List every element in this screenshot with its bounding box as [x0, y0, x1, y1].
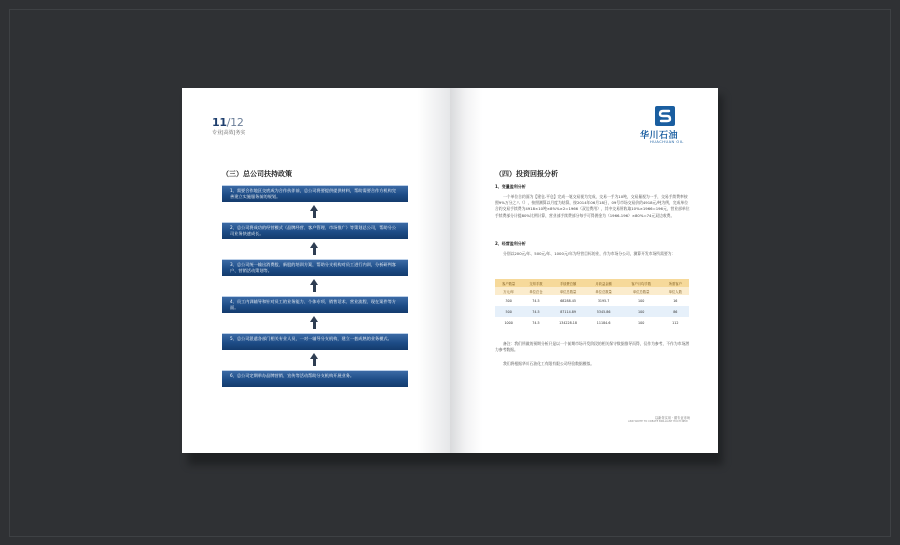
- table-cell: 87114.89: [550, 306, 587, 317]
- table-cell: 16: [662, 295, 689, 306]
- table-cell: 100: [621, 295, 662, 306]
- flow-step-4: 4、员工内训辅导和针对员工的业务能力、个体专项、销售话术、营业流程、现在案件等方面。: [222, 296, 408, 313]
- table-cell: 100: [621, 306, 662, 317]
- up-arrow-icon: [222, 350, 408, 370]
- section-title-support: （三）总公司扶持政策: [222, 170, 292, 178]
- left-page: [182, 88, 450, 453]
- table-cell: 3195.7: [587, 295, 621, 306]
- section-title-roi: （四）投资回报分析: [495, 170, 558, 178]
- table-cell: 11184.6: [587, 317, 621, 328]
- subsection-text-1: 一个单位合约面为【建仓-平仓】完成一笔交易视为完成，交易一手为10吨，交易量视为一手，交易手续费率按照9%万分之八（），按照测算以月度为结算，按2014年06月18日，09号市场交易价约4918元/吨为例，完成单位合约交易手续费为4918×10吨×8%%×2=1966（双边费用），其中交易所收取10%×1966=196元，营业部单位手续费部分计提80%比例计算，营业部手续费部分每手可得佣金为（1966-196）×80%=74元双边收费。: [495, 194, 690, 218]
- footer-slogan-cn: 以新务实用 · 做专业市场: [655, 416, 690, 420]
- table-cell: 74.5: [522, 317, 549, 328]
- table-cell: 5345.86: [587, 306, 621, 317]
- subsection-title-1: 1、变量盈利分析: [495, 184, 526, 189]
- table-header-row: [495, 279, 689, 287]
- right-page: [450, 88, 718, 453]
- support-flowchart: [222, 185, 408, 387]
- table-row: [495, 295, 689, 306]
- up-arrow-icon: [222, 239, 408, 259]
- subsection-title-2: 2、经营盈利分析: [495, 241, 526, 246]
- table-header-cell: 所需客户: [662, 279, 689, 287]
- table-note: 备注：我们所做的预期分析只是以一个前期市场开发阶段的相关保守数据推导而得，仅作为参考，不作为市场潜力参考数据。: [495, 341, 690, 353]
- table-cell: 74.5: [522, 295, 549, 306]
- table-subheader-cell: 单位总数量: [550, 287, 587, 295]
- table-cell: 300: [495, 295, 522, 306]
- table-subheader-cell: 万元/年: [495, 287, 522, 295]
- table-cell: 1000: [495, 317, 522, 328]
- table-cell: 100: [621, 317, 662, 328]
- table-header-cell: 客户数量: [495, 279, 522, 287]
- table-cell: 68288.45: [550, 295, 587, 306]
- table-header-cell: 手续费总额: [550, 279, 587, 287]
- huachuan-logo-icon: [655, 106, 675, 126]
- table-subheader-cell: 单位总仓: [522, 287, 549, 295]
- table-header-cell: 交易手数: [522, 279, 549, 287]
- table-note-2: 我们将根据华川石油化工有限有限公司经验数据模拟。: [503, 361, 595, 366]
- flow-step-5: 5、总公司派遣各部门相关专业人员，一对一辅导分支机构，建立一套成熟的业务模式。: [222, 333, 408, 350]
- table-subheader-cell: 单位人数: [662, 287, 689, 295]
- table-cell: 86: [662, 306, 689, 317]
- page-tagline: 专业|高效|务实: [212, 130, 246, 136]
- roi-table: [495, 279, 689, 328]
- table-cell: 500: [495, 306, 522, 317]
- table-header-cell: 客户月均手数: [621, 279, 662, 287]
- up-arrow-icon: [222, 202, 408, 222]
- flow-step-1: 1、需要合作地区交底成为合作伙伴前，总公司将要提供提供材料，帮助需要合作方机构完善建立实施服务前的规划。: [222, 185, 408, 202]
- footer-slogan-en: AND WRITE TO CREATE BRILLIANT HUCH NEW: [628, 420, 688, 423]
- brand-name-en: HUACHUAN OIL: [650, 140, 684, 144]
- table-cell: 74.5: [522, 306, 549, 317]
- table-cell: 134228.18: [550, 317, 587, 328]
- table-subheader-cell: 单位总数量: [621, 287, 662, 295]
- table-subheader-row: [495, 287, 689, 295]
- brand-name-cn: 华川石油: [640, 131, 679, 141]
- page-number: [212, 116, 244, 129]
- page-current: 11: [212, 116, 227, 129]
- table-subheader-cell: 单位总数量: [587, 287, 621, 295]
- table-cell: 112: [662, 317, 689, 328]
- subsection-text-2: 分别以200元/年、500元/年、1000元/年为经营目标的业，作为市场分公司，测算开发市场所需要为：: [503, 251, 676, 256]
- table-row: [495, 306, 689, 317]
- flow-step-6: 6、总公司定期举办品牌营销、宣传等活动帮助分支机构开展业务。: [222, 370, 408, 387]
- page-total: /12: [226, 116, 244, 129]
- flow-step-2: 2、总公司将成功的经营模式（品牌经营、客户管理、市场推广）等策划总公司，帮助分公司业务快速成长。: [222, 222, 408, 239]
- flow-step-3: 3、总公司统一输出消费股、新股的培训方案，帮助分支机构对员工进行内训，分析研判客户、营销活动策划等。: [222, 259, 408, 276]
- up-arrow-icon: [222, 313, 408, 333]
- table-header-cell: 月收益金额: [587, 279, 621, 287]
- up-arrow-icon: [222, 276, 408, 296]
- table-row: [495, 317, 689, 328]
